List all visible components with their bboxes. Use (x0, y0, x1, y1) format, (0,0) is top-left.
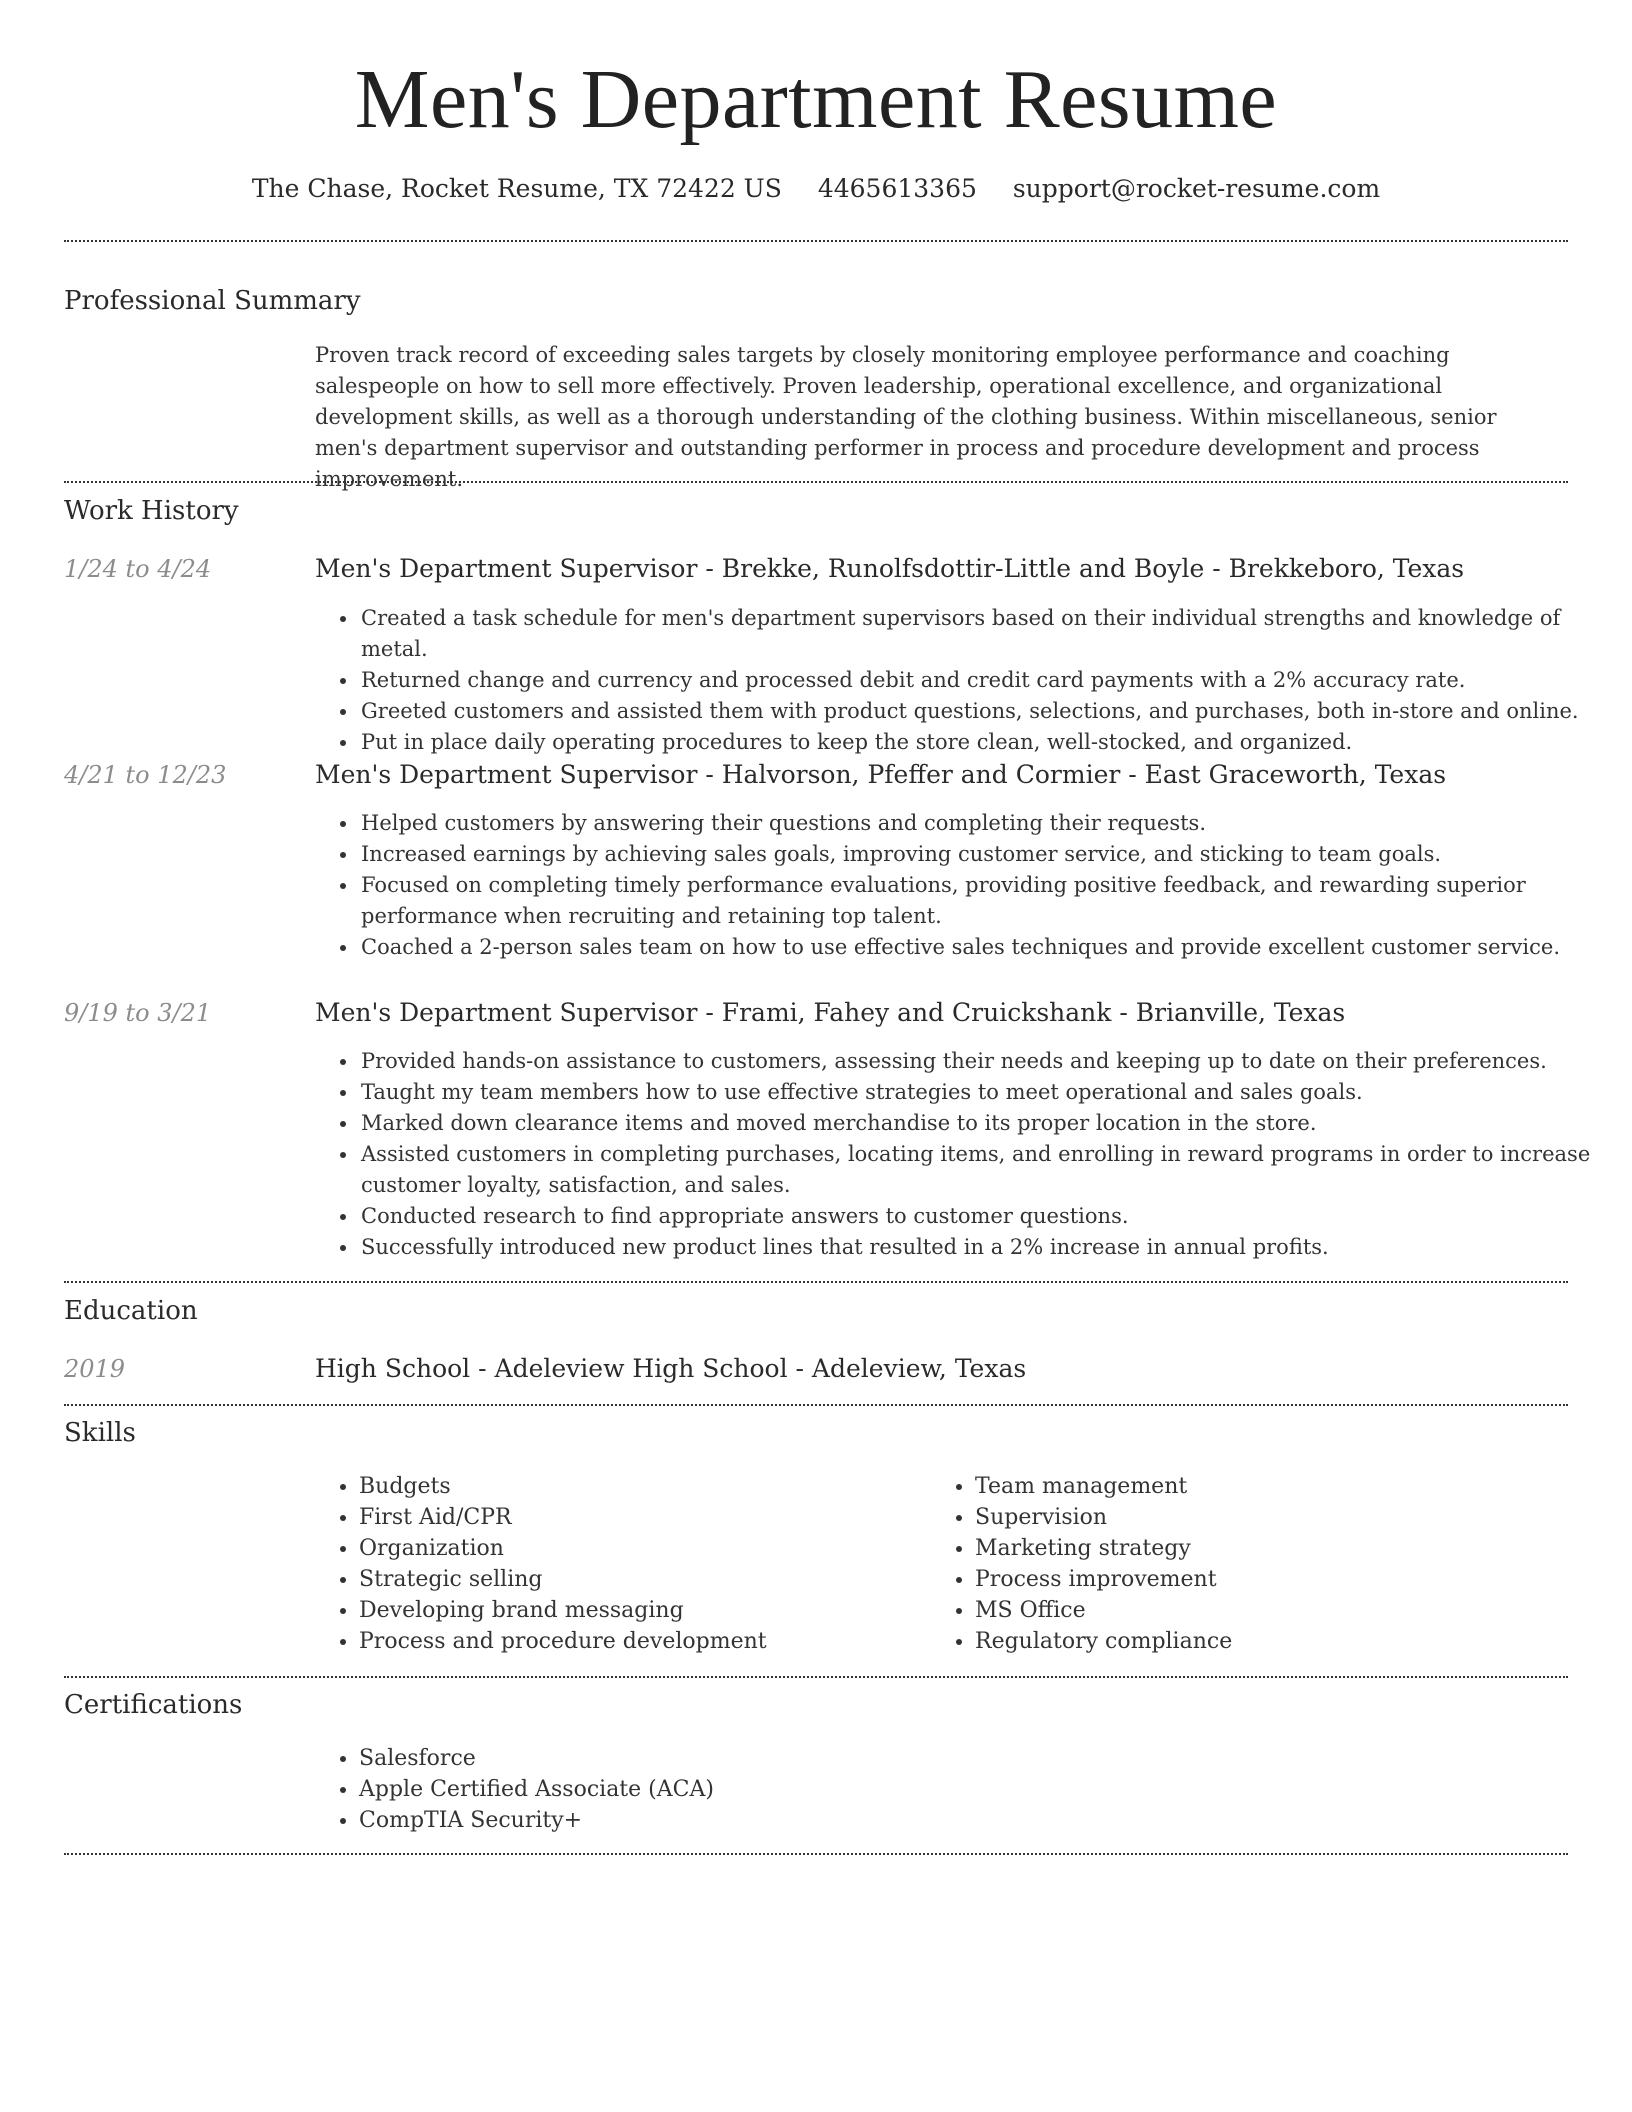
job-title: Men's Department Supervisor - Halvorson, Pfeffer and Cormier - East Graceworth, Texas (315, 760, 1447, 789)
list-item: • Budgets (359, 1471, 919, 1502)
phone: 4465613365 (817, 174, 977, 203)
divider (64, 481, 1568, 483)
job-dates: 1/24 to 4/24 (64, 555, 212, 583)
list-item: • Provided hands-on assistance to customers, assessing their needs and keeping up to date on their preferences. (359, 1046, 1614, 1077)
job-title: Men's Department Supervisor - Brekke, Runolfsdottir-Little and Boyle - Brekkeboro, Texas (315, 554, 1465, 583)
certifications-list (315, 1743, 1059, 1836)
job-bullets (315, 603, 1614, 758)
divider (64, 240, 1568, 242)
list-item: • First Aid/CPR (359, 1502, 919, 1533)
email: support@rocket-resume.com (1012, 174, 1381, 203)
skills-list-right (931, 1471, 1575, 1657)
list-item: • Conducted research to find appropriate answers to customer questions. (359, 1201, 1614, 1232)
skills-list-left (315, 1471, 919, 1657)
list-item: • Greeted customers and assisted them with product questions, selections, and purchases, both in-store and online. (359, 696, 1614, 727)
divider (64, 1676, 1568, 1678)
divider (64, 1281, 1568, 1283)
list-item: • Coached a 2-person sales team on how to use effective sales techniques and provide excellent customer service. (359, 932, 1614, 963)
divider (64, 1853, 1568, 1855)
list-item: • Supervision (975, 1502, 1575, 1533)
job-bullets (315, 808, 1614, 963)
list-item: • Returned change and currency and processed debit and credit card payments with a 2% accuracy rate. (359, 665, 1614, 696)
list-item: • Focused on completing timely performance evaluations, providing positive feedback, and rewarding superior performance when recruiting and retaining top talent. (359, 870, 1614, 932)
list-item: • Apple Certified Associate (ACA) (359, 1774, 1059, 1805)
list-item: • Created a task schedule for men's department supervisors based on their individual strengths and knowledge of metal. (359, 603, 1614, 665)
list-item: • Marked down clearance items and moved merchandise to its proper location in the store. (359, 1108, 1614, 1139)
list-item: • Marketing strategy (975, 1533, 1575, 1564)
education-year: 2019 (64, 1355, 126, 1383)
list-item: • Organization (359, 1533, 919, 1564)
certifications-heading: Certifications (64, 1690, 243, 1720)
resume-title: Men's Department Resume (354, 53, 1278, 146)
skills-heading: Skills (64, 1418, 136, 1448)
job-dates: 9/19 to 3/21 (64, 999, 212, 1027)
list-item: • Put in place daily operating procedures to keep the store clean, well-stocked, and organized. (359, 727, 1614, 758)
list-item: • Developing brand messaging (359, 1595, 919, 1626)
list-item: • CompTIA Security+ (359, 1805, 1059, 1836)
list-item: • Process improvement (975, 1564, 1575, 1595)
list-item: • Increased earnings by achieving sales goals, improving customer service, and sticking to team goals. (359, 839, 1614, 870)
divider (64, 1404, 1568, 1406)
job-bullets (315, 1046, 1614, 1263)
education-entry: High School - Adeleview High School - Adeleview, Texas (315, 1354, 1027, 1383)
list-item: • MS Office (975, 1595, 1575, 1626)
list-item: • Successfully introduced new product lines that resulted in a 2% increase in annual profits. (359, 1232, 1614, 1263)
list-item: • Regulatory compliance (975, 1626, 1575, 1657)
education-heading: Education (64, 1296, 198, 1326)
contact-line (0, 172, 1632, 206)
summary-heading: Professional Summary (64, 286, 361, 316)
list-item: • Strategic selling (359, 1564, 919, 1595)
list-item: • Helped customers by answering their questions and completing their requests. (359, 808, 1614, 839)
job-title: Men's Department Supervisor - Frami, Fahey and Cruickshank - Brianville, Texas (315, 998, 1346, 1027)
summary-text: Proven track record of exceeding sales targets by closely monitoring employee performance and coaching salespeople on how to sell more effectively. Proven leadership, operational excellence, and organizational development skills, as well as a thorough understanding of the clothing business. Within miscellaneous, senior men's department supervisor and outstanding performer in process and procedure development and process improvement. (315, 343, 1497, 491)
list-item: • Taught my team members how to use effective strategies to meet operational and sales goals. (359, 1077, 1614, 1108)
list-item: • Assisted customers in completing purchases, locating items, and enrolling in reward programs in order to increase customer loyalty, satisfaction, and sales. (359, 1139, 1614, 1201)
list-item: • Salesforce (359, 1743, 1059, 1774)
list-item: • Team management (975, 1471, 1575, 1502)
list-item: • Process and procedure development (359, 1626, 919, 1657)
address: The Chase, Rocket Resume, TX 72422 US (251, 174, 782, 203)
work-history-heading: Work History (64, 496, 239, 526)
job-dates: 4/21 to 12/23 (64, 761, 227, 789)
